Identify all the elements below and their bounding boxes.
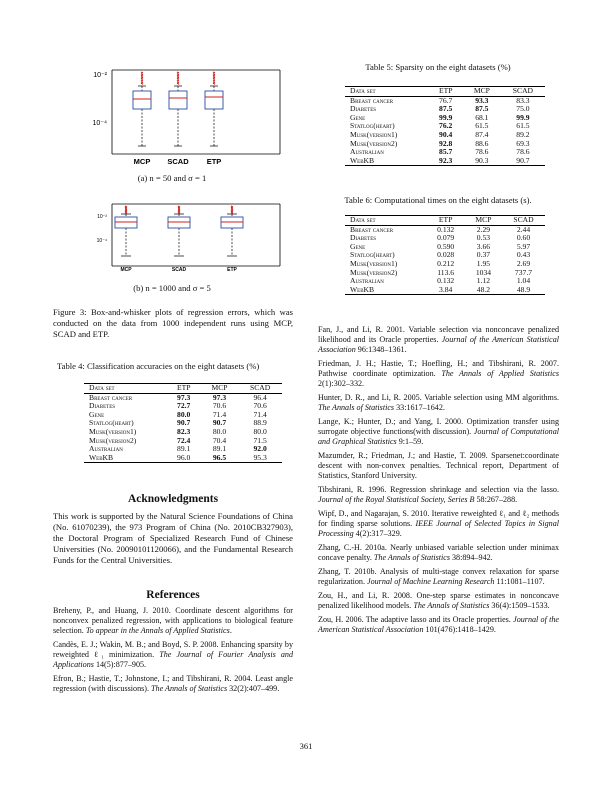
table-cell: 97.3 (177, 392, 191, 402)
outlier-mark (141, 82, 143, 83)
table-cell: 1.04 (516, 276, 531, 286)
reference-item (318, 509, 559, 539)
reference-venue: Journal of the American Statistical Association (318, 615, 559, 634)
outlier-mark (177, 80, 179, 81)
table-header: Data set (84, 384, 167, 394)
reference-venue: The Annals of Applied Statistics (441, 369, 559, 378)
table-cell: 83.3 (516, 95, 530, 105)
table4 (84, 383, 282, 463)
table-cell: Statlog(heart) (89, 418, 134, 428)
reference-item (53, 640, 293, 670)
table-cell: Gene (350, 241, 366, 251)
reference-volume: 2(1):302–332. (318, 379, 365, 388)
table-header: ETP (429, 87, 463, 97)
boxplot-b (82, 200, 292, 272)
table5 (345, 86, 545, 166)
table-cell: 3.66 (476, 241, 491, 251)
reference-text: Zhang, C.-H. 2010a. Nearly unbiased variable selection under minimax concave penalty. (318, 543, 559, 562)
reference-item (318, 359, 559, 389)
table-cell: WebKB (345, 286, 426, 295)
table-cell: 0.37 (476, 250, 491, 260)
outlier-mark (177, 74, 179, 75)
table-cell: 1.95 (476, 258, 491, 268)
table-cell: Diabetes (350, 233, 377, 243)
table-cell: 90.7 (501, 157, 545, 166)
table-header: SCAD (238, 384, 282, 394)
outlier-mark (141, 83, 143, 84)
table-cell: 0.132 (437, 276, 455, 286)
subcaption-b: (b) n = 1000 and σ = 5 (133, 283, 211, 293)
reference-volume: 96:1348–1361. (355, 345, 407, 354)
table-row (345, 157, 545, 166)
table-cell: Diabetes (89, 401, 116, 411)
box (221, 217, 243, 228)
table-cell: 76.7 (439, 95, 453, 105)
table-cell: 70.6 (212, 401, 227, 411)
reference-text: Friedman, J. H.; Hastie, T.; Hoefling, H.; and Tibshirani, R. 2007. Pathwise coordinate optimization. (318, 359, 559, 378)
reference-item (318, 485, 559, 505)
table-cell: 737.7 (514, 267, 533, 277)
table-row (84, 454, 282, 463)
table-cell: 72.4 (177, 435, 191, 445)
outlier-mark (141, 80, 143, 81)
table-cell: 2.29 (476, 224, 491, 234)
reference-text: Efron, B.; Hastie, T.; Johnstone, I.; and Tibshirani, R. 2004. Least angle regression (with discussions). (53, 674, 293, 693)
reference-volume: 32(2):407–499. (227, 684, 280, 693)
table-cell: Australian (350, 276, 384, 286)
reference-venue: Journal of Machine Learning Research (367, 577, 495, 586)
reference-venue: The Annals of Statistics (413, 601, 490, 610)
reference-venue: Journal of the Royal Statistical Society, Series B (318, 495, 475, 504)
table-cell: Gene (89, 409, 105, 419)
outlier-mark (213, 82, 215, 83)
plot-a-xlabel-etp: ETP (206, 157, 222, 166)
plot-b-xlabel-mcp: MCP (120, 267, 132, 272)
table-cell: Australian (89, 444, 123, 454)
reference-volume: 36(4):1509–1533. (489, 601, 550, 610)
box (169, 91, 187, 109)
box (168, 217, 190, 228)
outlier-mark (141, 77, 143, 78)
table-cell: Breast cancer (89, 392, 133, 402)
table-cell: 69.3 (516, 138, 530, 148)
reference-volume: 38:894–942. (449, 553, 493, 562)
reference-text: Breheny, P., and Huang, J. 2010. Coordinate descent algorithms for nonconvex penalized regression, with applications to biological feature selection. (53, 606, 293, 635)
table-cell: 88.9 (253, 418, 267, 428)
reference-volume: 14(5):877–905. (93, 660, 147, 669)
plot-a-boxes (133, 72, 223, 146)
table-header: MCP (201, 384, 239, 394)
table-cell: 75.0 (516, 104, 530, 114)
reference-volume: 58:267–288. (474, 495, 518, 504)
table-cell: 48.9 (502, 286, 545, 295)
table-cell: Musk(version1) (89, 426, 137, 436)
plot-b-xlabel-etp: ETP (227, 267, 237, 272)
table-cell: 0.212 (437, 258, 455, 268)
reference-venue: The Annals of Statistics (318, 403, 395, 412)
table-cell: 48.2 (465, 286, 502, 295)
table6-caption: Table 6: Computational times on the eight datasets (s). (344, 195, 532, 205)
box (115, 217, 137, 228)
plot-a-ytick-top: 10⁻² (93, 72, 107, 79)
table-cell: 61.5 (516, 121, 530, 131)
reference-text: Zhang, T. 2010b. Analysis of multi-stage convex relaxation for sparse regularization. (318, 567, 559, 586)
table-cell: Australian (350, 147, 384, 157)
table-cell: 78.6 (475, 147, 489, 157)
reference-text: Tibshirani, R. 1996. Regression shrinkage and selection via the lasso. (318, 485, 559, 494)
outlier-mark (177, 82, 179, 83)
references-heading: References (146, 589, 200, 601)
table-cell: 90.7 (177, 418, 191, 428)
box (205, 91, 223, 109)
table-cell: Breast cancer (350, 95, 394, 105)
table-cell: 89.2 (516, 129, 530, 139)
table-cell: WebKB (345, 157, 429, 166)
table5-caption: Table 5: Sparsity on the eight datasets (%) (365, 62, 511, 72)
outlier-mark (213, 80, 215, 81)
table-cell: 96.4 (253, 392, 267, 402)
reference-item (318, 417, 559, 447)
table-cell: 0.028 (437, 250, 455, 260)
table4-caption: Table 4: Classification accuracies on the eight datasets (%) (57, 361, 260, 371)
table-cell: 78.6 (516, 147, 530, 157)
table-cell: 90.7 (212, 418, 227, 428)
table-cell: 99.9 (439, 112, 453, 122)
table-cell: 88.6 (475, 138, 489, 148)
table-row (345, 286, 545, 295)
table-cell: 2.44 (516, 224, 531, 234)
table-header: Data set (345, 216, 426, 226)
table-cell: 72.7 (177, 401, 191, 411)
table-header: MCP (463, 87, 501, 97)
reference-venue: The Annals of Statistics (151, 684, 228, 693)
table-cell: 68.1 (475, 112, 489, 122)
outlier-mark (141, 78, 143, 79)
table-cell: 93.3 (475, 95, 489, 105)
reference-venue: The Journal of Fourier Analysis and Applications (53, 650, 293, 669)
table-cell: Musk(version1) (350, 129, 398, 139)
reference-text: Fan, J., and Li, R. 2001. Variable selection via nonconcave penalized likelihood and its Oracle properties. (318, 325, 559, 344)
outlier-mark (141, 72, 143, 73)
table-cell: 96.0 (167, 454, 201, 463)
table-cell: Diabetes (350, 104, 377, 114)
table-cell: 2.69 (516, 258, 531, 268)
figure3-caption: Figure 3: Box-and-whisker plots of regression errors, which was conducted on the data from 1000 independent runs using MCP, SCAD and ETP. (53, 307, 293, 339)
outlier-mark (177, 83, 179, 84)
table-cell: 0.590 (437, 241, 455, 251)
table-cell: 87.5 (439, 104, 453, 114)
table-header: SCAD (502, 216, 545, 226)
outlier-mark (213, 78, 215, 79)
reference-volume: 101(476):1418–1429. (423, 625, 496, 634)
table-cell: 1034 (475, 267, 492, 277)
table-header: ETP (167, 384, 201, 394)
reference-item (53, 606, 293, 636)
table-cell: 85.7 (439, 147, 453, 157)
plot-a-xlabel-mcp: MCP (133, 157, 151, 166)
outlier-mark (177, 77, 179, 78)
table-cell: 113.6 (437, 267, 455, 277)
reference-volume: 9:1–59. (396, 437, 424, 446)
table-header: ETP (426, 216, 465, 226)
plot-a-xlabel-scad: SCAD (167, 157, 189, 166)
table-cell: 92.0 (253, 444, 267, 454)
outlier-mark (213, 75, 215, 76)
references-right (318, 325, 559, 639)
plot-a-ytick-bottom: 10⁻⁴ (92, 120, 107, 127)
table-cell: 0.60 (516, 233, 531, 243)
table-cell: 76.2 (439, 121, 453, 131)
outlier-mark (213, 77, 215, 78)
table-header: MCP (465, 216, 502, 226)
table-cell: 92.3 (429, 157, 463, 166)
table-header: SCAD (501, 87, 545, 97)
table-cell: 89.1 (177, 444, 191, 454)
table-cell: 1.12 (476, 276, 491, 286)
table-cell: 0.43 (516, 250, 531, 260)
acknowledgments-text: This work is supported by the Natural Science Foundations of China (No. 61070239), the 973 Program of China (No. 2010CB327903), the Doctoral Program of Specialized Research Fund of Chinese Universities (No. 20090101120066), and the Fundamental Research Funds for the Central Universities. (53, 511, 293, 565)
outlier-mark (177, 72, 179, 73)
reference-text: Zou, H., and Li, R. 2008. One-step sparse estimates in nonconcave penalized likelihood models. (318, 591, 559, 610)
table-cell: Musk(version2) (89, 435, 137, 445)
table-cell: 61.5 (475, 121, 489, 131)
reference-text: Wipf, D., and Nagarajan, S. 2010. Iterative reweighted ℓ₁ and ℓ₂ methods for finding sparse solutions. (318, 509, 559, 528)
plot-b-ytick-top: 10⁻² (97, 214, 107, 220)
table-cell: 96.5 (201, 454, 239, 463)
references-left (53, 606, 293, 698)
reference-item (318, 451, 559, 481)
reference-text: Hunter, D. R., and Li, R. 2005. Variable selection using MM algorithms. (318, 393, 559, 402)
outlier-mark (141, 74, 143, 75)
table-cell: Statlog(heart) (350, 250, 395, 260)
outlier-mark (213, 72, 215, 73)
reference-item (318, 393, 559, 413)
table-cell: Musk(version1) (350, 258, 398, 268)
reference-venue: Journal of Computational and Graphical Statistics (318, 427, 559, 446)
table-cell: 80.0 (212, 426, 227, 436)
table-cell: 89.1 (212, 444, 227, 454)
table-cell: 99.9 (516, 112, 530, 122)
table-cell: 90.4 (439, 129, 453, 139)
reference-item (318, 325, 559, 355)
table-cell: 95.3 (238, 454, 282, 463)
reference-item (318, 591, 559, 611)
plot-b-xlabel-scad: SCAD (171, 267, 187, 272)
table-cell: 3.84 (426, 286, 465, 295)
table-cell: Statlog(heart) (350, 121, 395, 131)
table-cell: 82.3 (177, 426, 191, 436)
table-cell: Gene (350, 112, 366, 122)
table-cell: 90.3 (463, 157, 501, 166)
box (133, 91, 151, 109)
table-cell: Musk(version2) (350, 138, 398, 148)
table6 (345, 215, 545, 295)
reference-volume: 33:1617–1642. (394, 403, 445, 412)
plot-b-boxes (115, 206, 243, 256)
reference-volume: . (229, 626, 232, 635)
reference-item (318, 567, 559, 587)
reference-text: Candès, E. J.; Wakin, M. B.; and Boyd, S. P. 2008. Enhancing sparsity by reweighted ℓ₁ minimization. (53, 640, 293, 659)
reference-text: Mazumder, R.; Friedman, J.; and Hastie, T. 2009. Sparsenet:coordinate descent with non-convex penalties. Technical report, Department of Statistics, Stanford University. (318, 451, 559, 480)
table-header: Data set (345, 87, 429, 97)
page-number: 361 (299, 741, 313, 751)
table-cell: 70.4 (212, 435, 227, 445)
reference-volume: 11:1081–1107. (494, 577, 545, 586)
outlier-mark (213, 74, 215, 75)
reference-venue: To appear in the Annals of Applied Statistics (85, 626, 230, 635)
reference-item (318, 543, 559, 563)
reference-text: Lange, K.; Hunter, D.; and Yang, I. 2000. Optimization transfer using surrogate objective functions(with discussion). (318, 417, 559, 436)
table-cell: 80.0 (253, 426, 267, 436)
table-cell: 0.53 (476, 233, 491, 243)
table-cell: 92.8 (439, 138, 453, 148)
table-cell: 97.3 (212, 392, 227, 402)
reference-venue: Journal of the American Statistical Association (318, 335, 559, 354)
table-cell: 71.4 (212, 409, 227, 419)
plot-b-ytick-bottom: 10⁻⁴ (96, 238, 107, 244)
table-cell: 71.4 (253, 409, 267, 419)
outlier-mark (141, 75, 143, 76)
reference-volume: 4(2):317–329. (353, 529, 402, 538)
outlier-mark (177, 75, 179, 76)
table-cell: Breast cancer (350, 224, 394, 234)
reference-venue: The Annals of Statistics (373, 553, 450, 562)
table-cell: 0.132 (437, 224, 455, 234)
table-cell: 0.079 (437, 233, 455, 243)
reference-venue: IEEE Journal of Selected Topics in Signal Processing (318, 519, 559, 538)
outlier-mark (177, 78, 179, 79)
table-cell: 80.0 (177, 409, 191, 419)
boxplot-a (82, 66, 292, 168)
table-cell: WebKB (84, 454, 167, 463)
table-cell: 87.5 (475, 104, 489, 114)
table-cell: 87.4 (475, 129, 489, 139)
reference-item (318, 615, 559, 635)
reference-item (53, 674, 293, 694)
reference-text: Zou, H. 2006. The adaptive lasso and its Oracle properties. (318, 615, 514, 624)
subcaption-a: (a) n = 50 and σ = 1 (137, 173, 207, 183)
table-cell: Musk(version2) (350, 267, 398, 277)
acknowledgments-heading: Acknowledgments (127, 493, 219, 505)
table-cell: 5.97 (516, 241, 531, 251)
table-cell: 70.6 (253, 401, 267, 411)
table-cell: 71.5 (253, 435, 267, 445)
outlier-mark (213, 83, 215, 84)
